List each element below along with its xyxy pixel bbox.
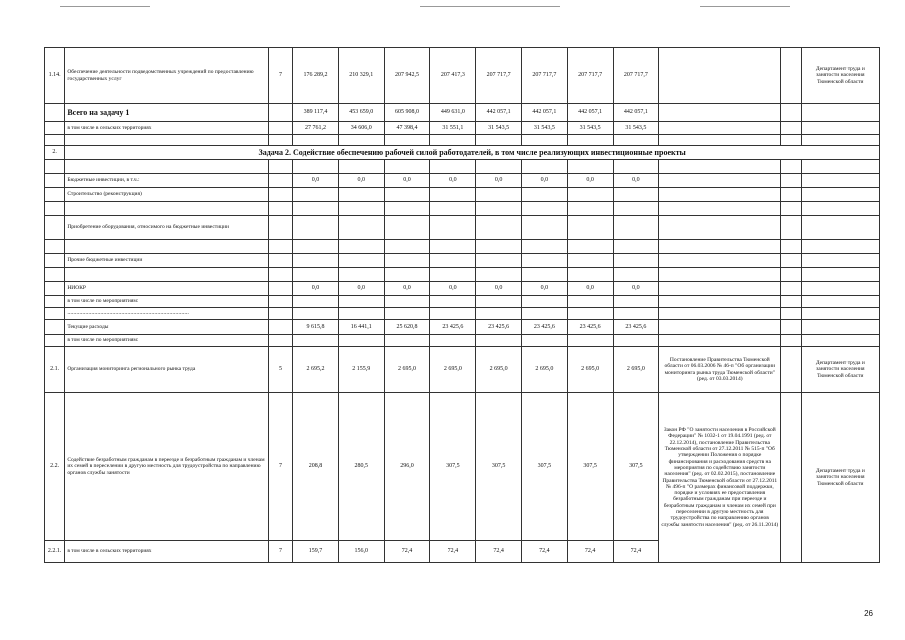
spacer-row — [45, 240, 880, 254]
value-cell: 307,5 — [476, 393, 522, 541]
empty-cell — [801, 122, 879, 135]
empty-cell — [801, 174, 879, 188]
row-title: в том числе в сельских территориях — [65, 122, 268, 135]
value-cell: 159,7 — [293, 541, 339, 563]
empty-cell — [268, 174, 292, 188]
value-cell: 0,0 — [613, 174, 659, 188]
table-row — [45, 393, 880, 541]
spacer-row — [45, 160, 880, 174]
value-cell: 23 425,6 — [430, 320, 476, 335]
value-cell: 442 057,1 — [476, 104, 522, 122]
value-cell: 207 717,7 — [476, 48, 522, 104]
value-cell: 307,5 — [430, 393, 476, 541]
row-title: Приобретение оборудования, относимого на бюджетные инвестиции — [65, 216, 268, 240]
table-row — [45, 282, 880, 296]
value-cell: 207 942,5 — [384, 48, 430, 104]
scan-edge-mark — [420, 6, 560, 7]
value-cell: 0,0 — [384, 282, 430, 296]
value-cell: 207 717,7 — [613, 48, 659, 104]
value-cell: 23 425,6 — [521, 320, 567, 335]
value-cell: 442 057,1 — [567, 104, 613, 122]
table-row — [45, 308, 880, 320]
empty-cell — [781, 122, 801, 135]
table-row — [45, 254, 880, 268]
table-row — [45, 104, 880, 122]
value-cell: 31 543,5 — [567, 122, 613, 135]
value-cell: 0,0 — [521, 174, 567, 188]
row-title: Организация мониторинга регионального рынка труда — [65, 347, 268, 393]
row-number: 2.2.1. — [45, 541, 65, 563]
value-cell: 27 761,2 — [293, 122, 339, 135]
value-cell: 210 329,1 — [338, 48, 384, 104]
value-cell: 0,0 — [476, 282, 522, 296]
value-cell: 72,4 — [476, 541, 522, 563]
value-cell: 72,4 — [384, 541, 430, 563]
empty-cell — [659, 104, 781, 122]
program-financing-table — [44, 47, 880, 563]
row-title: в том числе по мероприятиям: — [65, 296, 268, 308]
value-cell: 16 441,1 — [338, 320, 384, 335]
value-cell: 0,0 — [293, 174, 339, 188]
value-cell: 307,5 — [567, 393, 613, 541]
value-cell: 2 695,0 — [567, 347, 613, 393]
row-title: в том числе по мероприятиям: — [65, 335, 268, 347]
value-cell: 207 417,3 — [430, 48, 476, 104]
table-row — [45, 347, 880, 393]
empty-cell — [781, 393, 801, 563]
value-cell: 389 117,4 — [293, 104, 339, 122]
empty-cell — [659, 122, 781, 135]
value-cell: 0,0 — [293, 282, 339, 296]
row-code: 7 — [268, 48, 292, 104]
value-cell: 31 543,5 — [613, 122, 659, 135]
table-row — [45, 216, 880, 240]
row-number: 2.1. — [45, 347, 65, 393]
row-title: НИОКР — [65, 282, 268, 296]
value-cell: 449 631,0 — [430, 104, 476, 122]
value-cell: 0,0 — [476, 174, 522, 188]
value-cell: 605 908,0 — [384, 104, 430, 122]
value-cell: 208,8 — [293, 393, 339, 541]
spacer-row — [45, 202, 880, 216]
value-cell: 2 695,0 — [430, 347, 476, 393]
value-cell: 442 057,1 — [613, 104, 659, 122]
empty-cell — [268, 104, 292, 122]
docs-cell — [659, 48, 781, 104]
task-title: Задача 2. Содействие обеспечению рабочей силой работодателей, в том числе реализующих инвестиционные проекты — [65, 146, 880, 160]
row-number: 1.14. — [45, 48, 65, 104]
value-cell: 442 057,1 — [521, 104, 567, 122]
spacer-row — [45, 268, 880, 282]
value-cell: 280,5 — [338, 393, 384, 541]
row-title: Строительство (реконструкция) — [65, 188, 268, 202]
docs-cell: Закон РФ "О занятости населения в Российской Федерации" № 1032-1 от 19.04.1991 (ред. от 22.12.2014), постановление Правительства Тюменской области от 27.12.2011 № 515-п "Об утверждении Положения о порядке финансирования и расходования средств на мероприятия по содействию занятости населения" (ред. от 02.02.2015), постановление Правительства Тюменской области от 27.12.2011 № 496-п "О размерах финансовой поддержки, порядке и условиях ее предоставления безработным гражданам при переезде и безработным гражданам и членам их семей при переселении в другую местность для трудоустройства по направлению органов службы занятости населения" (ред. от 26.11.2014) — [659, 393, 781, 563]
row-code: 5 — [268, 347, 292, 393]
responsible-cell: Департамент труда и занятости населения Тюменской области — [801, 48, 879, 104]
value-cell: 0,0 — [521, 282, 567, 296]
value-cell: 0,0 — [567, 282, 613, 296]
value-cell: 23 425,6 — [476, 320, 522, 335]
empty-cell — [781, 104, 801, 122]
value-cell: 0,0 — [430, 174, 476, 188]
value-cell: 31 551,1 — [430, 122, 476, 135]
value-cell: 72,4 — [521, 541, 567, 563]
value-cell: 47 398,4 — [384, 122, 430, 135]
value-cell: 207 717,7 — [521, 48, 567, 104]
value-cell: 72,4 — [613, 541, 659, 563]
row-title: в том числе в сельских территориях — [65, 541, 268, 563]
page-number: 26 — [864, 609, 873, 618]
table-row — [45, 320, 880, 335]
empty-cell — [781, 174, 801, 188]
value-cell: 34 606,0 — [338, 122, 384, 135]
row-code: 7 — [268, 541, 292, 563]
empty-cell — [781, 48, 801, 104]
table-row — [45, 335, 880, 347]
value-cell: 2 695,0 — [521, 347, 567, 393]
row-title: Прочие бюджетные инвестиции — [65, 254, 268, 268]
value-cell: 2 695,0 — [384, 347, 430, 393]
value-cell: 23 425,6 — [613, 320, 659, 335]
row-title: Обеспечение деятельности подведомственных учреждений по предоставлению государственных услуг — [65, 48, 268, 104]
value-cell: 9 615,8 — [293, 320, 339, 335]
value-cell: 2 155,9 — [338, 347, 384, 393]
value-cell: 23 425,6 — [567, 320, 613, 335]
value-cell: 307,5 — [613, 393, 659, 541]
value-cell: 296,0 — [384, 393, 430, 541]
empty-cell — [781, 347, 801, 393]
table-row — [45, 122, 880, 135]
spacer-row — [45, 135, 880, 146]
value-cell: 2 695,0 — [613, 347, 659, 393]
value-cell: 0,0 — [430, 282, 476, 296]
task-header-row — [45, 146, 880, 160]
scan-edge-mark — [700, 6, 790, 7]
value-cell: 0,0 — [384, 174, 430, 188]
responsible-cell: Департамент труда и занятости населения Тюменской области — [801, 393, 879, 563]
table-row — [45, 188, 880, 202]
value-cell: 31 543,5 — [476, 122, 522, 135]
row-title: Бюджетные инвестиции, в т.ч.: — [65, 174, 268, 188]
value-cell: 72,4 — [567, 541, 613, 563]
docs-cell: Постановление Правительства Тюменской области от 06.03.2006 № 46-п "Об организации мониторинга рынка труда Тюменской области" (ред. от 03.03.2014) — [659, 347, 781, 393]
table-row — [45, 174, 880, 188]
row-number: 2. — [45, 146, 65, 160]
empty-cell — [45, 104, 65, 122]
row-title: Содействие безработным гражданам в переезде и безработным гражданам и членам их семей в переселении в другую местность для трудоустройства по направлению органов службы занятости — [65, 393, 268, 541]
value-cell: 25 620,8 — [384, 320, 430, 335]
row-title: ................................................................................. — [65, 308, 268, 320]
row-title: Всего на задачу 1 — [65, 104, 268, 122]
empty-cell — [45, 174, 65, 188]
table-row — [45, 296, 880, 308]
empty-cell — [45, 122, 65, 135]
value-cell: 0,0 — [567, 174, 613, 188]
row-title: Текущие расходы — [65, 320, 268, 335]
value-cell: 176 289,2 — [293, 48, 339, 104]
value-cell: 453 659,0 — [338, 104, 384, 122]
responsible-cell: Департамент труда и занятости населения Тюменской области — [801, 347, 879, 393]
value-cell: 72,4 — [430, 541, 476, 563]
value-cell: 2 695,0 — [476, 347, 522, 393]
empty-cell — [801, 104, 879, 122]
value-cell: 156,0 — [338, 541, 384, 563]
value-cell: 307,5 — [521, 393, 567, 541]
value-cell: 2 695,2 — [293, 347, 339, 393]
scan-edge-mark — [60, 6, 150, 7]
empty-cell — [659, 174, 781, 188]
value-cell: 0,0 — [613, 282, 659, 296]
value-cell: 0,0 — [338, 174, 384, 188]
value-cell: 0,0 — [338, 282, 384, 296]
row-number: 2.2. — [45, 393, 65, 541]
value-cell: 207 717,7 — [567, 48, 613, 104]
empty-cell — [268, 122, 292, 135]
value-cell: 31 543,5 — [521, 122, 567, 135]
row-code: 7 — [268, 393, 292, 541]
table-row — [45, 48, 880, 104]
